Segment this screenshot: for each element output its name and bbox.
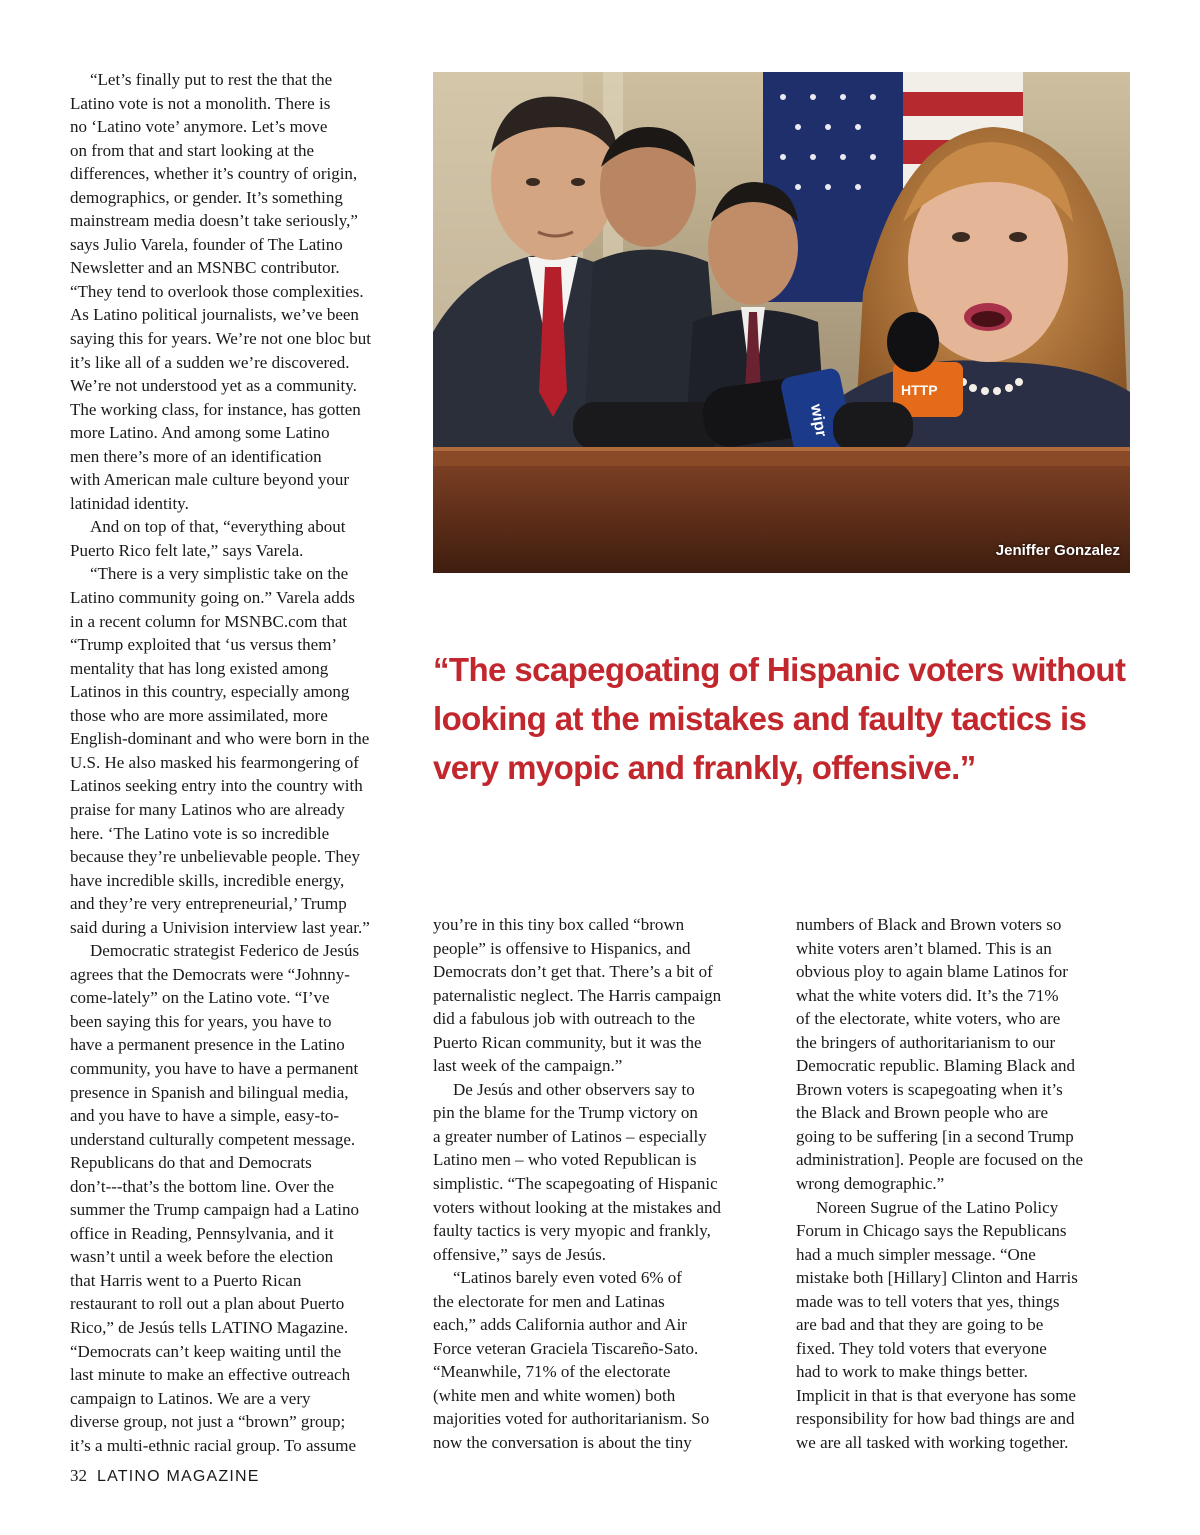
paragraph: numbers of Black and Brown voters so white voters aren’t blamed. This is an obvious ploy to again blame Latinos for what the white voters did. It’s the 71% of the electorate, white voters, who are the bringers of authoritarianism to our Democratic republic. Blaming Black and Brown voters is scapegoating when it’s the Black and Brown people who are going to be suffering [in a second Trump administration]. People are focused on the wrong demographic.”: [796, 915, 1084, 1194]
page-footer: [70, 1466, 260, 1486]
paragraph: Democratic strategist Federico de Jesús agrees that the Democrats were “Johnny- come-lately” on the Latino vote. “I’ve been saying this for years, you have to have a permanent presence in the Latino community, you have to have a permanent presence in Spanish and bilingual media, and you have to have a simple, easy-to- understand culturally competent message. Republicans do that and Democrats don’t---that’s the bottom line. Over the summer the Trump campaign had a Latino office in Reading, Pennsylvania, and it wasn’t until a week before the election that Harris went to a Puerto Rican restaurant to roll out a plan about Puerto Rico,” de Jesús tells LATINO Magazine. “Democrats can’t keep waiting until the last minute to make an effective outreach campaign to Latinos. We are a very diverse group, not just a “brown” group; it’s a multi-ethnic racial group. To assume: [70, 941, 360, 1455]
article-column-left: [70, 68, 408, 1457]
paragraph: And on top of that, “everything about Puerto Rico felt late,” says Varela.: [70, 517, 346, 560]
paragraph: “There is a very simplistic take on the Latino community going on.” Varela adds in a recent column for MSNBC.com that “Trump exploited that ‘us versus them’ mentality that has long existed among Latinos in this country, especially among those who are more assimilated, more English-dominant and who were born in the U.S. He also masked his fearmongering of Latinos seeking entry into the country with praise for many Latinos who are already here. ‘The Latino vote is so incredible because they’re unbelievable people. They have incredible skills, incredible energy, and they’re very entrepreneurial,’ Trump said during a Univision interview last year.”: [70, 564, 370, 937]
photo-caption: Jeniffer Gonzalez: [995, 542, 1120, 559]
article-column-middle: [433, 913, 773, 1455]
paragraph: “Latinos barely even voted 6% of the electorate for men and Latinas each,” adds California author and Air Force veteran Graciela Tiscareño-Sato. “Meanwhile, 71% of the electorate (white men and white women) both majorities voted for authoritarianism. So now the conversation is about the tiny: [433, 1268, 710, 1453]
svg-text:wipr: wipr: [806, 402, 830, 439]
article-column-right: [796, 913, 1136, 1455]
paragraph: “Let’s finally put to rest the that the Latino vote is not a monolith. There is no ‘Latino vote’ anymore. Let’s move on from that and start looking at the differences, whether it’s country of origin, demographics, or gender. It’s something mainstream media doesn’t take seriously,” says Julio Varela, founder of The Latino Newsletter and an MSNBC contributor. “They tend to overlook those complexities. As Latino political journalists, we’ve been saying this for years. We’re not one bloc but it’s like all of a sudden we’re discovered. We’re not understood yet as a community. The working class, for instance, has gotten more Latino. And among some Latino men there’s more of an identification with American male culture beyond your latinidad identity.: [70, 70, 371, 513]
photo-illustration: [433, 72, 1130, 573]
paragraph: Noreen Sugrue of the Latino Policy Forum in Chicago says the Republicans had a much simpler message. “One mistake both [Hillary] Clinton and Harris made was to tell voters that yes, things are bad and that they are going to be fixed. They told voters that everyone had to work to make things better. Implicit in that is that everyone has some responsibility for how bad things are and we are all tasked with working together.: [796, 1197, 1078, 1453]
press-conference-photo: [433, 72, 1130, 573]
page-number: 32: [70, 1466, 87, 1485]
pull-quote: “The scapegoating of Hispanic voters without looking at the mistakes and faulty tactics is very myopic and frankly, offensive.”: [433, 651, 1126, 786]
publication-name: LATINO MAGAZINE: [97, 1468, 260, 1485]
paragraph: you’re in this tiny box called “brown people” is offensive to Hispanics, and Democrats don’t get that. There’s a bit of paternalistic neglect. The Harris campaign did a fabulous job with outreach to the Puerto Rican community, but it was the last week of the campaign.”: [433, 915, 722, 1076]
paragraph: De Jesús and other observers say to pin the blame for the Trump victory on a greater number of Latinos – especially Latino men – who voted Republican is simplistic. “The scapegoating of Hispanic voters without looking at the mistakes and faulty tactics is very myopic and frankly, offensive,” says de Jesús.: [433, 1079, 722, 1264]
svg-text:HTTP: HTTP: [901, 382, 938, 398]
